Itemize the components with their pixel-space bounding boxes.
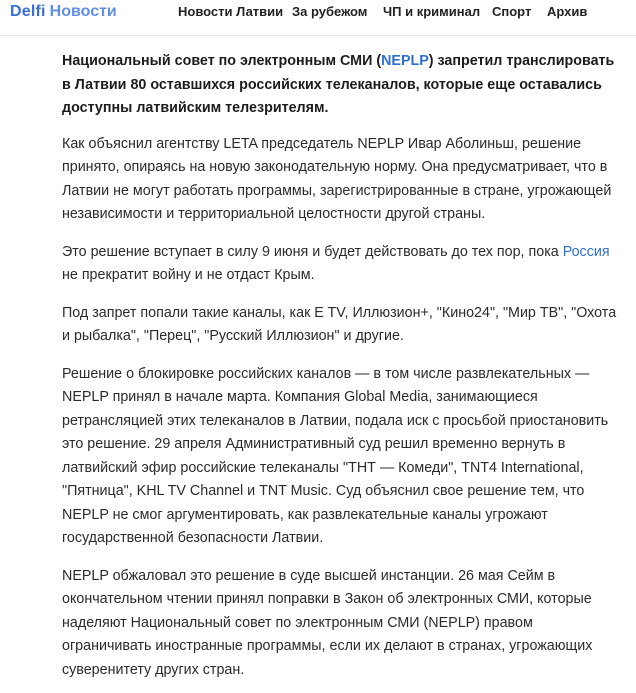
nav-item-abroad[interactable]: За рубежом: [292, 4, 368, 19]
neplp-link[interactable]: NEPLP: [381, 53, 429, 69]
nav-item-sport[interactable]: Спорт: [492, 4, 532, 19]
nav-item-latvia-news[interactable]: Новости Латвии: [178, 4, 284, 19]
paragraph-5: NEPLP обжаловал это решение в суде высшей инстанции. 26 мая Сейм в окончательном чтении принял поправки в Закон об электронных СМИ, которые наделяют Национальный совет по электронным СМИ (NEPLP) правом ограничивать иностранные программы, если их делают в странах, угрожающих суверенитету других стран.: [62, 567, 593, 678]
russia-link[interactable]: Россия: [562, 243, 610, 260]
nav-item-crime[interactable]: ЧП и криминал: [383, 4, 481, 19]
article-body: [62, 50, 622, 693]
site-logo[interactable]: [10, 2, 117, 22]
lead-text-after: ) запретил транслировать в Латвии 80 оставшихся российских телеканалов, которые еще оставались доступны латвийским телезрителям.: [62, 53, 615, 116]
top-navigation-bar: [0, 0, 636, 36]
paragraph-3: Под запрет попали такие каналы, как E TV, Иллюзион+, "Кино24", "Мир ТВ", "Охота и рыбалка", "Перец", "Русский Иллюзион" и другие.: [62, 304, 617, 344]
p2-text-after: не прекратит войну и не отдаст Крым.: [62, 267, 315, 283]
paragraph-4: Решение о блокировке российских каналов — в том числе развлекательных — NEPLP принял в начале марта. Компания Global Media, занимающиеся ретрансляцией этих телеканалов в Латвии, подала иск с просьбой приостановить это решение. 29 апреля Административный суд решил временно вернуть в латвийский эфир российские телеканалы "ТНТ — Комеди", TNT4 International, "Пятница", KHL TV Channel и TNT Music. Суд объяснил свое решение тем, что NEPLP не смог аргументировать, как развлекательные каналы угрожают государственной безопасности Латвии.: [62, 365, 609, 546]
article-lead: [62, 50, 622, 121]
paragraph-1: Как объяснил агентству LETA председатель NEPLP Ивар Аболиньш, решение принято, опираясь на новую законодательную норму. Она предусматривает, что в Латвии не могут работать программы, зарегистрированные в стране, угрожающей независимости и территориальной целостности другой страны.: [62, 135, 612, 222]
nav-item-archive[interactable]: Архив: [547, 4, 588, 19]
paragraph-2: [62, 241, 622, 288]
p2-text-before: Это решение вступает в силу 9 июня и будет действовать до тех пор, пока: [62, 243, 563, 260]
logo-brand: Delfi: [10, 3, 46, 20]
logo-section: Новости: [49, 3, 117, 20]
lead-text-before: Национальный совет по электронным СМИ (: [62, 53, 382, 69]
